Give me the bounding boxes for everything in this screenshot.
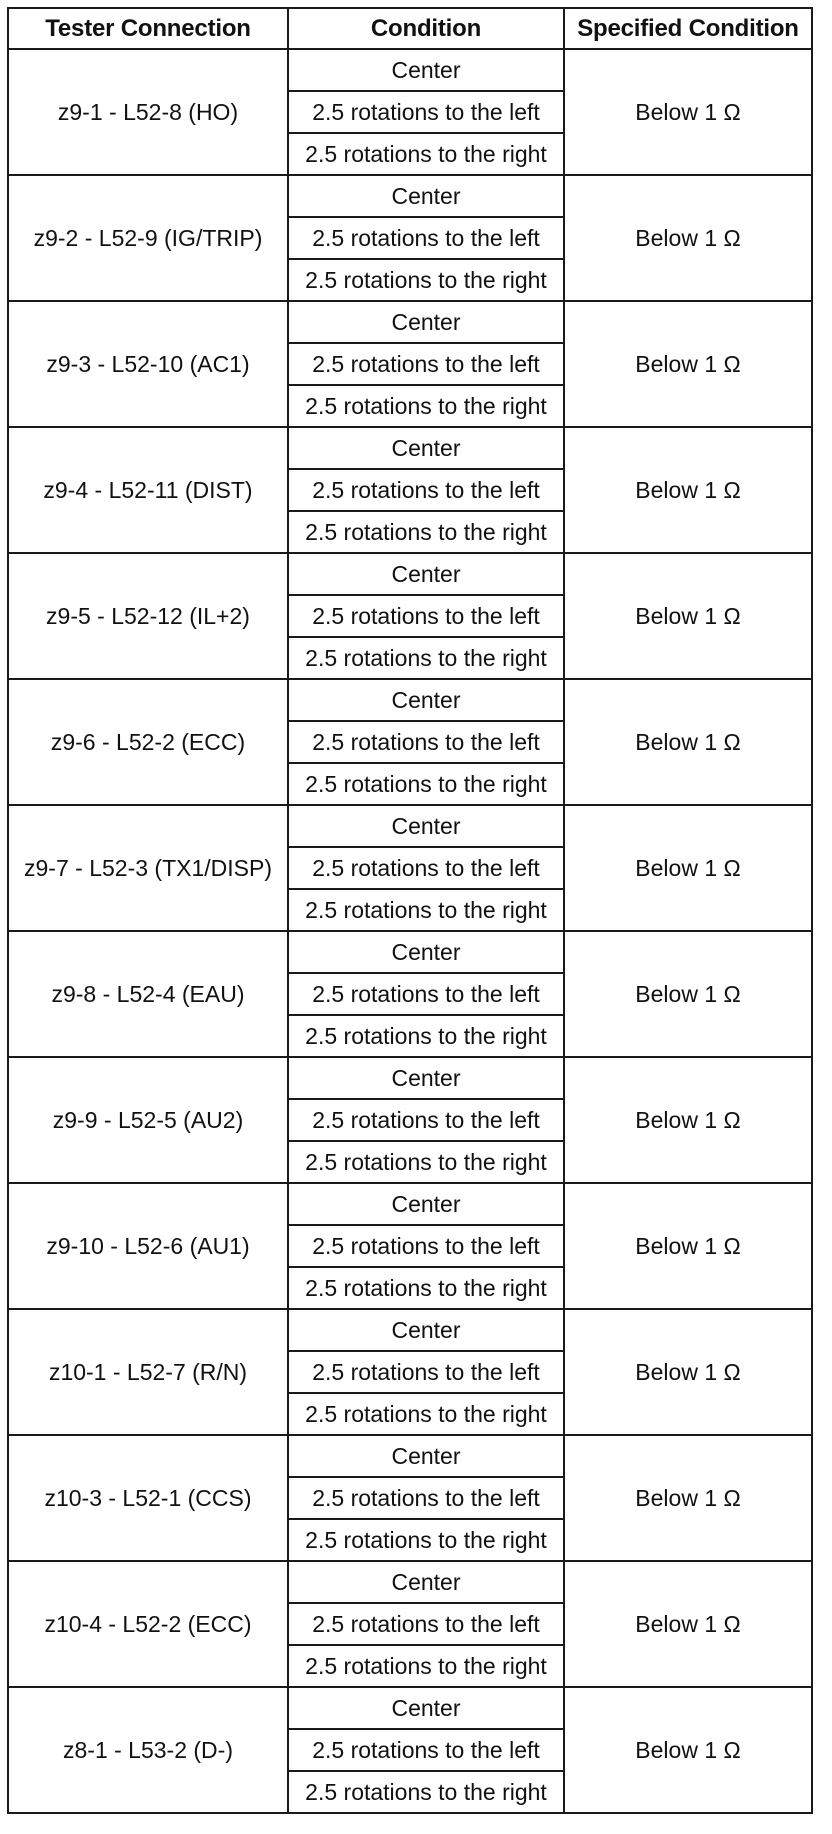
specified-condition-cell: Below 1 Ω — [564, 1057, 812, 1183]
specified-condition-cell: Below 1 Ω — [564, 1309, 812, 1435]
condition-cell: 2.5 rotations to the right — [288, 511, 564, 553]
specified-condition-cell: Below 1 Ω — [564, 805, 812, 931]
condition-cell: Center — [288, 427, 564, 469]
tester-connection-cell: z9-1 - L52-8 (HO) — [8, 49, 288, 175]
specified-condition-cell: Below 1 Ω — [564, 1687, 812, 1813]
condition-cell: Center — [288, 679, 564, 721]
specified-condition-cell: Below 1 Ω — [564, 1435, 812, 1561]
tester-connection-cell: z9-2 - L52-9 (IG/TRIP) — [8, 175, 288, 301]
specified-condition-cell: Below 1 Ω — [564, 49, 812, 175]
condition-cell: 2.5 rotations to the right — [288, 385, 564, 427]
tester-connection-cell: z9-10 - L52-6 (AU1) — [8, 1183, 288, 1309]
condition-cell: 2.5 rotations to the right — [288, 1267, 564, 1309]
tester-connection-cell: z9-6 - L52-2 (ECC) — [8, 679, 288, 805]
condition-cell: 2.5 rotations to the right — [288, 1519, 564, 1561]
table-body — [8, 49, 812, 1813]
condition-cell: 2.5 rotations to the right — [288, 889, 564, 931]
condition-cell: 2.5 rotations to the right — [288, 133, 564, 175]
tester-connection-cell: z10-4 - L52-2 (ECC) — [8, 1561, 288, 1687]
condition-cell: 2.5 rotations to the right — [288, 1015, 564, 1057]
tester-connection-cell: z10-3 - L52-1 (CCS) — [8, 1435, 288, 1561]
table-row — [8, 1057, 812, 1099]
condition-cell: 2.5 rotations to the left — [288, 1099, 564, 1141]
condition-cell: Center — [288, 301, 564, 343]
table-row — [8, 1561, 812, 1603]
condition-cell: 2.5 rotations to the left — [288, 91, 564, 133]
table-row — [8, 1309, 812, 1351]
condition-cell: Center — [288, 553, 564, 595]
condition-cell: 2.5 rotations to the right — [288, 1771, 564, 1813]
condition-cell: 2.5 rotations to the left — [288, 847, 564, 889]
condition-cell: Center — [288, 1183, 564, 1225]
specified-condition-cell: Below 1 Ω — [564, 1183, 812, 1309]
condition-cell: 2.5 rotations to the left — [288, 1225, 564, 1267]
condition-cell: 2.5 rotations to the left — [288, 217, 564, 259]
condition-cell: 2.5 rotations to the left — [288, 973, 564, 1015]
tester-connection-cell: z9-3 - L52-10 (AC1) — [8, 301, 288, 427]
condition-cell: 2.5 rotations to the left — [288, 1603, 564, 1645]
condition-cell: 2.5 rotations to the left — [288, 1477, 564, 1519]
header-specified-condition: Specified Condition — [564, 8, 812, 49]
table-row — [8, 679, 812, 721]
tester-connection-cell: z9-8 - L52-4 (EAU) — [8, 931, 288, 1057]
table-row — [8, 301, 812, 343]
specified-condition-cell: Below 1 Ω — [564, 1561, 812, 1687]
tester-connection-cell: z9-7 - L52-3 (TX1/DISP) — [8, 805, 288, 931]
table-row — [8, 1687, 812, 1729]
header-condition: Condition — [288, 8, 564, 49]
condition-cell: Center — [288, 1057, 564, 1099]
header-row — [8, 8, 812, 49]
table-row — [8, 1183, 812, 1225]
condition-cell: 2.5 rotations to the right — [288, 1645, 564, 1687]
condition-cell: Center — [288, 805, 564, 847]
table-row — [8, 931, 812, 973]
table-row — [8, 49, 812, 91]
condition-cell: 2.5 rotations to the left — [288, 469, 564, 511]
table-row — [8, 553, 812, 595]
header-tester-connection: Tester Connection — [8, 8, 288, 49]
condition-cell: 2.5 rotations to the left — [288, 1351, 564, 1393]
specified-condition-cell: Below 1 Ω — [564, 427, 812, 553]
specified-condition-cell: Below 1 Ω — [564, 301, 812, 427]
condition-cell: Center — [288, 1561, 564, 1603]
condition-cell: Center — [288, 1687, 564, 1729]
condition-cell: 2.5 rotations to the left — [288, 721, 564, 763]
tester-connection-table — [7, 7, 813, 1814]
tester-connection-cell: z9-4 - L52-11 (DIST) — [8, 427, 288, 553]
table-row — [8, 1435, 812, 1477]
condition-cell: Center — [288, 931, 564, 973]
condition-cell: 2.5 rotations to the right — [288, 763, 564, 805]
condition-cell: 2.5 rotations to the left — [288, 595, 564, 637]
tester-connection-cell: z9-9 - L52-5 (AU2) — [8, 1057, 288, 1183]
condition-cell: 2.5 rotations to the right — [288, 637, 564, 679]
table-row — [8, 427, 812, 469]
tester-connection-cell: z10-1 - L52-7 (R/N) — [8, 1309, 288, 1435]
table-row — [8, 805, 812, 847]
condition-cell: 2.5 rotations to the left — [288, 343, 564, 385]
condition-cell: 2.5 rotations to the right — [288, 259, 564, 301]
specified-condition-cell: Below 1 Ω — [564, 679, 812, 805]
condition-cell: 2.5 rotations to the right — [288, 1141, 564, 1183]
condition-cell: Center — [288, 1309, 564, 1351]
condition-cell: Center — [288, 175, 564, 217]
table-row — [8, 175, 812, 217]
condition-cell: 2.5 rotations to the right — [288, 1393, 564, 1435]
condition-cell: Center — [288, 49, 564, 91]
condition-cell: Center — [288, 1435, 564, 1477]
specified-condition-cell: Below 1 Ω — [564, 553, 812, 679]
specified-condition-cell: Below 1 Ω — [564, 175, 812, 301]
specified-condition-cell: Below 1 Ω — [564, 931, 812, 1057]
condition-cell: 2.5 rotations to the left — [288, 1729, 564, 1771]
tester-connection-cell: z8-1 - L53-2 (D-) — [8, 1687, 288, 1813]
tester-connection-cell: z9-5 - L52-12 (IL+2) — [8, 553, 288, 679]
